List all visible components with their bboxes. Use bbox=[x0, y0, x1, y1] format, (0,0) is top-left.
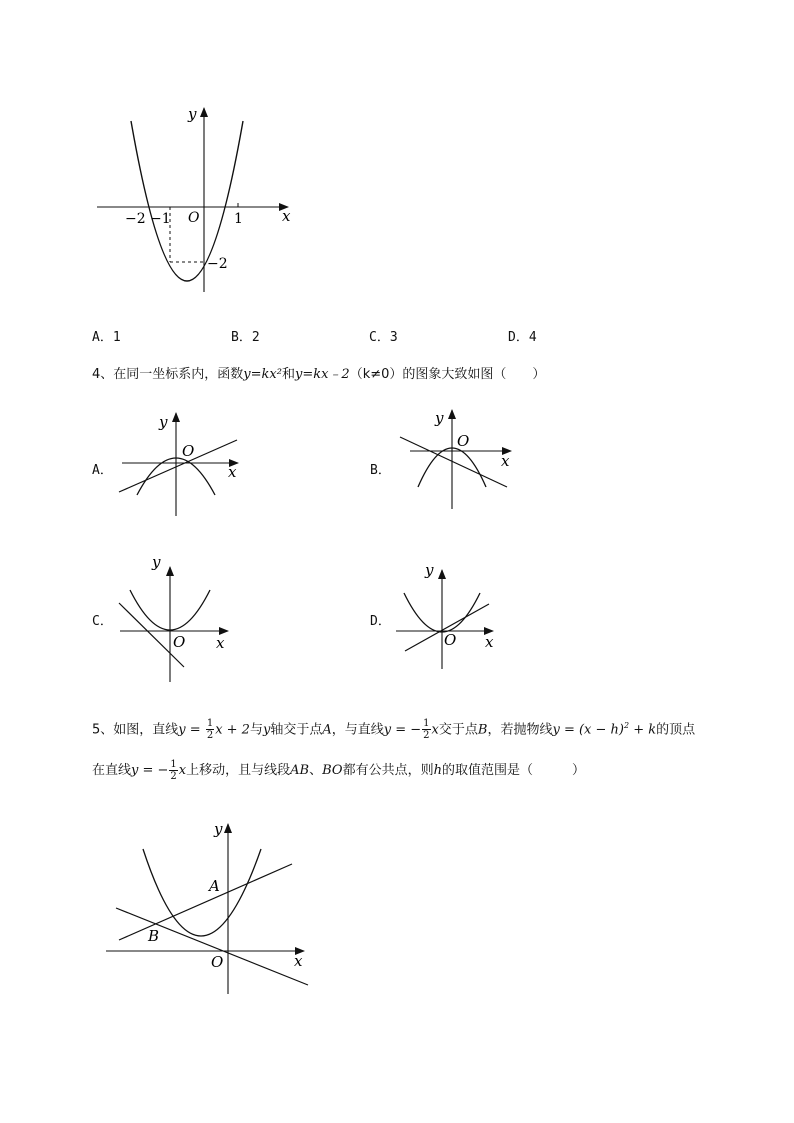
q5-point-a: A bbox=[322, 722, 332, 738]
q3-tick-neg1-label: −1 bbox=[150, 211, 171, 227]
q3-tick-neg2-label: −2 bbox=[125, 211, 146, 227]
q4d-origin-label: O bbox=[444, 631, 457, 649]
q5-frac-1-num: 1 bbox=[206, 718, 214, 730]
q5-text-6: ，若抛物线 bbox=[487, 722, 553, 738]
q5-eq-3-exp: 2 bbox=[623, 721, 630, 730]
q3-y-label: y bbox=[188, 105, 197, 123]
q5-text-3: 轴交于点 bbox=[270, 722, 323, 738]
q5-text-7: 的顶点 bbox=[656, 722, 696, 738]
q5-eq-1-right: x + 2 bbox=[215, 722, 250, 738]
q3-x-label: x bbox=[282, 207, 291, 225]
q5-point-b-label: B bbox=[148, 927, 160, 945]
q4d-y-label: y bbox=[425, 561, 434, 579]
q5-eq-1-left: y = bbox=[178, 722, 205, 738]
q5-number: 5、 bbox=[92, 722, 114, 738]
q4b-y-label: y bbox=[435, 409, 444, 427]
q4-text-2: 和 bbox=[281, 367, 295, 382]
q5-point-b: B bbox=[477, 722, 488, 738]
q5-frac-2-num: 1 bbox=[423, 718, 430, 730]
q5-text-5: 交于点 bbox=[438, 722, 478, 738]
q4-option-d-label[interactable]: D． bbox=[370, 614, 391, 629]
q4c-origin-label: O bbox=[173, 633, 186, 651]
q4a-x-label: x bbox=[228, 463, 237, 481]
q5-y-label: y bbox=[214, 820, 223, 838]
q5-line2-text-1: 在直线 bbox=[92, 763, 132, 778]
q5-eq-2-left: y = − bbox=[383, 722, 422, 738]
q4c-y-label: y bbox=[152, 553, 161, 571]
q5-seg-ab: AB bbox=[290, 763, 310, 778]
q5-text-2: 与 bbox=[249, 722, 263, 738]
q4a-y-label: y bbox=[159, 413, 168, 431]
q5-line2-text-4: 都有公共点，则 bbox=[342, 763, 434, 778]
q4d-x-label: x bbox=[485, 633, 494, 651]
q3-origin-label: O bbox=[188, 210, 200, 226]
q5-eq-3: y = (x − h) bbox=[552, 722, 624, 738]
q5-seg-bo: BO bbox=[322, 763, 343, 778]
q3-option-b[interactable]: B．2 bbox=[231, 330, 260, 345]
q4b-origin-label: O bbox=[457, 432, 470, 450]
q5-frac-3-num: 1 bbox=[170, 759, 177, 770]
q5-point-a-label: A bbox=[209, 877, 220, 895]
q5-line-bo bbox=[116, 908, 308, 985]
q4-option-c-label[interactable]: C． bbox=[92, 614, 113, 629]
q5-line2-text-5: 的取值范围是（ ） bbox=[441, 763, 585, 778]
q5-x-label: x bbox=[294, 952, 303, 970]
q3-tick-1-label: 1 bbox=[234, 211, 243, 227]
q5-eq-4-right: x bbox=[178, 763, 187, 778]
q5-frac-3-den: 2 bbox=[170, 771, 177, 782]
q4-condition: （k≠0） bbox=[349, 367, 403, 382]
q4-text-3: 的图象大致如图（ ） bbox=[402, 367, 546, 382]
q4c-x-label: x bbox=[216, 634, 225, 652]
q5-eq-3-tail: + k bbox=[629, 722, 657, 738]
q4-text-1: 在同一坐标系内，函数 bbox=[113, 367, 244, 382]
q5-frac-1-den: 2 bbox=[206, 730, 214, 742]
q5-origin-label: O bbox=[211, 953, 224, 971]
q5-frac-2-den: 2 bbox=[423, 730, 430, 742]
q4b-x-label: x bbox=[501, 452, 510, 470]
q4-option-b-label[interactable]: B． bbox=[370, 463, 391, 478]
q5-parabola bbox=[143, 849, 261, 936]
q4-func-1: y=kx² bbox=[243, 367, 282, 382]
q5-text-1: 如图，直线 bbox=[113, 722, 179, 738]
q5-line-ab bbox=[119, 864, 292, 940]
q4-func-2: y=kx﹣2 bbox=[294, 367, 350, 382]
q4-number: 4、 bbox=[92, 367, 114, 382]
q3-option-a[interactable]: A．1 bbox=[92, 330, 121, 345]
q5-line2-text-3: 、 bbox=[309, 763, 323, 778]
q5-text-4: ，与直线 bbox=[331, 722, 384, 738]
q5-var-h: h bbox=[433, 763, 442, 778]
q4a-origin-label: O bbox=[182, 442, 195, 460]
q5-eq-4-left: y = − bbox=[131, 763, 169, 778]
q4-option-a-label[interactable]: A． bbox=[92, 463, 113, 478]
q3-option-d[interactable]: D．4 bbox=[508, 330, 537, 345]
q5-y-axis-var: y bbox=[262, 722, 271, 738]
q5-line2-text-2: 上移动，且与线段 bbox=[186, 763, 291, 778]
q3-option-c[interactable]: C．3 bbox=[369, 330, 398, 345]
q5-eq-2-right: x bbox=[431, 722, 439, 738]
q3-tick-y-neg2-label: −2 bbox=[207, 256, 228, 272]
